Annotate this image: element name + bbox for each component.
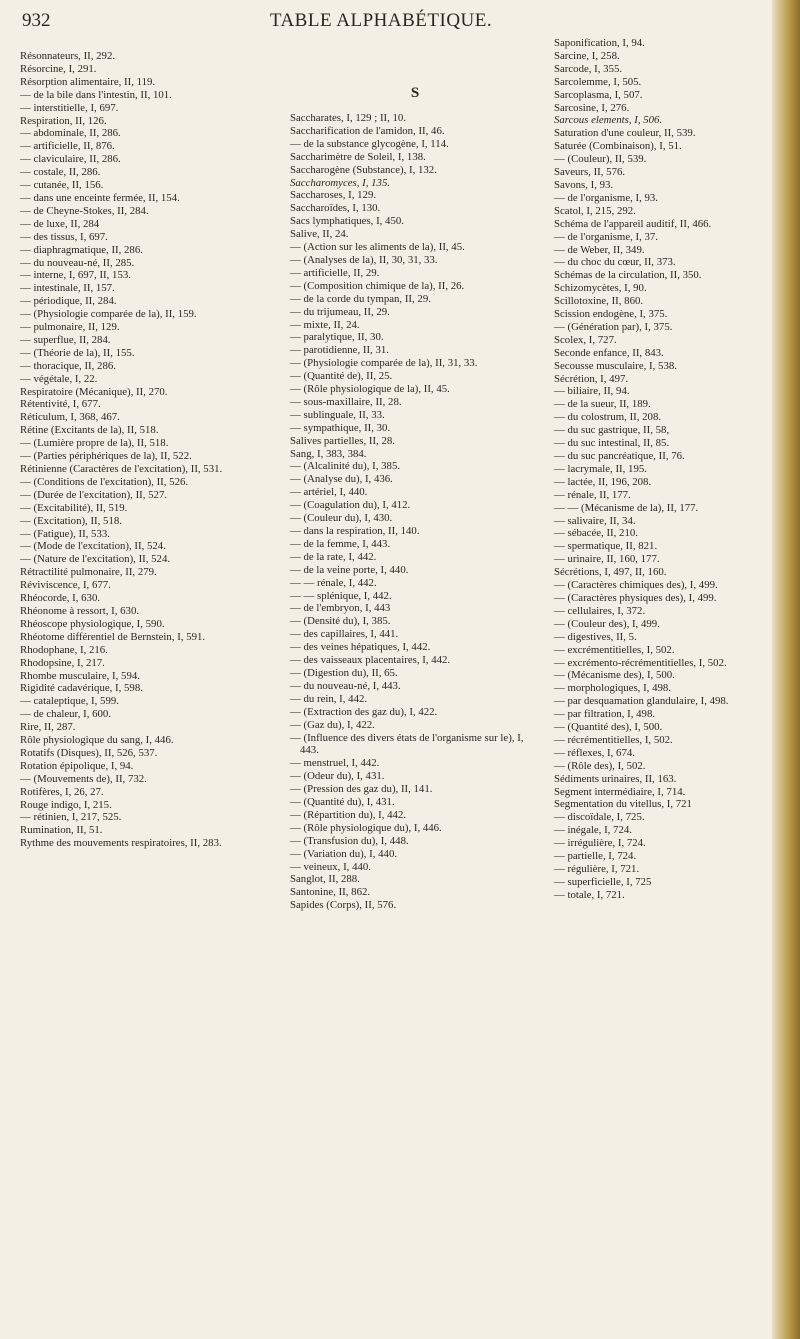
- index-entry: Saccharomyces, I, 135.: [290, 176, 391, 189]
- index-entry: Rire, II, 287.: [20, 721, 76, 734]
- index-entry: — régulière, I, 721.: [554, 863, 640, 875]
- index-entry: — (Gaz du), I, 422.: [290, 718, 375, 731]
- index-entry: Saponification, I, 94.: [554, 37, 645, 49]
- index-entry: — (Mécanisme des), I, 500.: [554, 669, 675, 682]
- index-entry: — paralytique, II, 30.: [290, 331, 384, 344]
- index-entry: Sarcolemme, I, 505.: [554, 75, 642, 88]
- index-entry: Salive, II, 24.: [290, 228, 349, 241]
- index-entry: — (Quantité de), II, 25.: [290, 370, 393, 383]
- index-entry: — salivaire, II, 34.: [554, 514, 636, 527]
- index-entry: Rhodopsine, I, 217.: [20, 656, 105, 669]
- index-column-1: [20, 50, 270, 850]
- index-entry: — (Digestion du), II, 65.: [290, 666, 398, 679]
- index-entry: — (Extraction des gaz du), I, 422.: [290, 705, 438, 718]
- index-entry: Rhéotome différentiel de Bernstein, I, 591.: [20, 630, 206, 643]
- index-entry: Sanglot, II, 288.: [290, 873, 360, 886]
- index-entry: — (Lumière propre de la), II, 518.: [20, 437, 169, 450]
- index-column-3: [554, 37, 759, 902]
- index-entry: Respiration, II, 126.: [20, 114, 107, 127]
- index-entry: — artificielle, II, 876.: [20, 140, 115, 153]
- index-entry: Scolex, I, 727.: [554, 333, 617, 346]
- index-entry: — dans une enceinte fermée, II, 154.: [20, 191, 180, 204]
- index-entry: — végétale, I, 22.: [20, 372, 98, 385]
- index-entry: Rhéocorde, I, 630.: [20, 592, 101, 605]
- index-entry: — de la rate, I, 442.: [290, 550, 377, 563]
- index-entry: — interne, I, 697, II, 153.: [20, 269, 131, 282]
- index-entry: — réflexes, I, 674.: [554, 746, 635, 759]
- index-entry: — cellulaires, I, 372.: [554, 604, 646, 617]
- index-entry: — du suc intestinal, II, 85.: [554, 437, 670, 450]
- index-entry: — (Parties périphériques de la), II, 522.: [20, 450, 192, 463]
- index-entry: — (Nature de l'excitation), II, 524.: [20, 553, 171, 566]
- index-entry: Schémas de la circulation, II, 350.: [554, 269, 702, 282]
- index-entry: — (Conditions de l'excitation), II, 526.: [20, 475, 189, 488]
- index-entry: Rumination, II, 51.: [20, 824, 103, 837]
- index-entry: — (Physiologie comparée de la), II, 31, 33.: [290, 357, 478, 370]
- index-entry: — (Quantité des), I, 500.: [554, 721, 663, 734]
- index-entry: Rotation épipolique, I, 94.: [20, 759, 134, 772]
- index-entry: Santonine, II, 862.: [290, 886, 371, 899]
- book-edge: [772, 0, 800, 1339]
- index-entry: — superflue, II, 284.: [20, 333, 111, 346]
- index-entry: — lactée, II, 196, 208.: [554, 475, 652, 488]
- index-entry: Secousse musculaire, I, 538.: [554, 359, 677, 372]
- index-entry: Saccharimètre de Soleil, I, 138.: [290, 150, 426, 163]
- index-entry: Schizomycètes, I, 90.: [554, 282, 647, 295]
- index-entry: — (Alcalinité du), I, 385.: [290, 460, 401, 473]
- index-entry: — de l'embryon, I, 443: [290, 602, 391, 615]
- index-entry: — totale, I, 721.: [554, 888, 625, 901]
- index-entry: — sous-maxillaire, II, 28.: [290, 395, 402, 408]
- index-entry: — par desquamation glandulaire, I, 498.: [554, 695, 729, 708]
- page-title: TABLE ALPHABÉTIQUE.: [269, 10, 493, 31]
- index-entry: — digestives, II, 5.: [554, 630, 637, 643]
- index-entry: — diaphragmatique, II, 286.: [20, 243, 143, 256]
- index-entry: — (Rôle physiologique de la), II, 45.: [290, 383, 450, 396]
- index-entry: — de la bile dans l'intestin, II, 101.: [20, 88, 172, 101]
- index-entry: — dans la respiration, II, 140.: [290, 525, 420, 537]
- index-entry: Saturation d'une couleur, II, 539.: [554, 127, 696, 140]
- index-entry: Rouge indigo, I, 215.: [20, 798, 112, 811]
- index-entry: Rhodophane, I, 216.: [20, 643, 108, 656]
- index-entry: — du nouveau-né, II, 285.: [20, 256, 135, 269]
- index-entry: Sédiments urinaires, II, 163.: [554, 772, 677, 785]
- index-entry: Respiratoire (Mécanique), II, 270.: [20, 385, 168, 398]
- index-entry: — (Caractères physiques des), I, 499.: [554, 591, 717, 604]
- index-entry: — partielle, I, 724.: [554, 850, 637, 863]
- index-entry: — rénale, II, 177.: [554, 488, 631, 501]
- index-entry: — (Caractères chimiques des), I, 499.: [554, 579, 718, 592]
- index-entry: Scillotoxine, II, 860.: [554, 295, 644, 308]
- index-entry: — — rénale, I, 442.: [290, 576, 377, 589]
- index-entry: — des tissus, I, 697.: [20, 230, 108, 243]
- index-entry: — mixte, II, 24.: [290, 318, 360, 331]
- index-entry: — (Théorie de la), II, 155.: [20, 346, 135, 359]
- index-entry: — (Analyses de la), II, 30, 31, 33.: [290, 253, 438, 266]
- index-entry: — veineux, I, 440.: [290, 860, 371, 873]
- index-entry: Rétine (Excitants de la), II, 518.: [20, 424, 159, 437]
- index-entry: — excrémentitielles, I, 502.: [554, 643, 675, 656]
- index-entry: — de la veine porte, I, 440.: [290, 563, 409, 576]
- index-entry: — de luxe, II, 284: [20, 217, 100, 230]
- index-entry: — inégale, I, 724.: [554, 824, 632, 837]
- index-entry: — menstruel, I, 442.: [290, 757, 380, 770]
- index-entry: Rétractilité pulmonaire, II, 279.: [20, 566, 157, 579]
- index-entry: — (Couleur), II, 539.: [554, 153, 647, 166]
- index-entry: Salives partielles, II, 28.: [290, 434, 395, 447]
- index-entry: Rhéoscope physiologique, I, 590.: [20, 617, 165, 630]
- page-header: [22, 10, 740, 40]
- index-entry: — du trijumeau, II, 29.: [290, 305, 390, 318]
- index-entry: — artificielle, II, 29.: [290, 266, 380, 279]
- index-entry: — de la corde du tympan, II, 29.: [290, 292, 431, 305]
- index-entry: — (Odeur du), I, 431.: [290, 770, 385, 783]
- index-entry: — abdominale, II, 286.: [20, 127, 121, 140]
- index-entry: Sacs lymphatiques, I, 450.: [290, 215, 404, 228]
- index-entry: Savons, I, 93.: [554, 178, 614, 191]
- index-entry: — (Couleur des), I, 499.: [554, 617, 660, 630]
- index-entry: — des veines hépatiques, I, 442.: [290, 641, 431, 654]
- index-entry: — — (Mécanisme de la), II, 177.: [554, 501, 699, 514]
- index-entry: — (Durée de l'excitation), II, 527.: [20, 488, 168, 501]
- index-entry: — (Densité du), I, 385.: [290, 615, 391, 628]
- index-entry: — (Transfusion du), I, 448.: [290, 834, 409, 847]
- index-entry: Saccharoïdes, I, 130.: [290, 202, 381, 215]
- index-entry: Sarcode, I, 355.: [554, 62, 623, 75]
- index-entry: — du colostrum, II, 208.: [554, 411, 662, 424]
- index-entry: — excrémento-récrémentitielles, I, 502.: [554, 656, 727, 669]
- index-entry: — irrégulière, I, 724.: [554, 837, 646, 850]
- index-entry: Rétinienne (Caractères de l'excitation), II, 531.: [20, 463, 223, 475]
- index-entry: Saturée (Combinaison), I, 51.: [554, 140, 682, 153]
- index-entry: — de Weber, II, 349.: [554, 243, 645, 256]
- index-entry: Sarcous elements, I, 506.: [554, 114, 663, 127]
- index-entry: Rhombe musculaire, I, 594.: [20, 669, 140, 682]
- section-letter: S: [410, 85, 420, 101]
- index-entry: — parotidienne, II, 31.: [290, 344, 389, 357]
- index-entry: — urinaire, II, 160, 177.: [554, 553, 660, 566]
- index-entry: — (Analyse du), I, 436.: [290, 473, 393, 486]
- index-entry: — du suc gastrique, II, 58,: [554, 424, 670, 437]
- index-entry: — intestinale, II, 157.: [20, 282, 115, 295]
- index-entry: — (Variation du), I, 440.: [290, 847, 398, 860]
- index-column-2: [290, 112, 540, 912]
- index-entry: — (Rôle des), I, 502.: [554, 759, 646, 772]
- index-entry: Sang, I, 383, 384.: [290, 447, 367, 460]
- index-entry: — périodique, II, 284.: [20, 295, 117, 308]
- index-entry: — par filtration, I, 498.: [554, 708, 656, 721]
- index-entry: — thoracique, II, 286.: [20, 359, 116, 372]
- index-entry: — de l'organisme, I, 37.: [554, 230, 658, 243]
- index-entry: Saccharoses, I, 129.: [290, 189, 377, 202]
- index-entry: Sarcosine, I, 276.: [554, 101, 630, 114]
- index-entry: — récrémentitielles, I, 502.: [554, 733, 673, 746]
- index-entry: — costale, II, 286.: [20, 166, 101, 179]
- index-entry: Sécrétions, I, 497, II, 160.: [554, 566, 667, 579]
- index-entry: — cutanée, II, 156.: [20, 179, 104, 192]
- index-entry: — sympathique, II, 30.: [290, 421, 391, 434]
- index-entry: Saccharates, I, 129 ; II, 10.: [290, 112, 407, 124]
- index-entry: — (Fatigue), II, 533.: [20, 527, 110, 540]
- index-entry: — (Influence des divers états de l'organisme sur le), I, 443.: [290, 731, 524, 757]
- index-entry: — (Rôle physiologique du), I, 446.: [290, 821, 442, 834]
- index-entry: Rôle physiologique du sang, I, 446.: [20, 734, 174, 747]
- index-entry: — sublinguale, II, 33.: [290, 408, 385, 421]
- index-entry: — des capillaires, I, 441.: [290, 628, 399, 641]
- index-entry: Sarcoplasma, I, 507.: [554, 88, 643, 101]
- index-entry: — (Génération par), I, 375.: [554, 320, 673, 333]
- index-entry: — rétinien, I, 217, 525.: [20, 811, 122, 824]
- index-entry: Résonnateurs, II, 292.: [20, 50, 116, 62]
- index-entry: — interstitielle, I, 697.: [20, 101, 119, 114]
- index-entry: — claviculaire, II, 286.: [20, 153, 121, 166]
- index-entry: Rigidité cadavérique, I, 598.: [20, 682, 143, 695]
- index-entry: Réticulum, I, 368, 467.: [20, 411, 120, 424]
- index-entry: — pulmonaire, II, 129.: [20, 321, 120, 334]
- index-entry: — (Physiologie comparée de la), II, 159.: [20, 308, 197, 321]
- index-entry: — lacrymale, II, 195.: [554, 462, 647, 475]
- index-entry: — (Répartition du), I, 442.: [290, 808, 407, 821]
- index-entry: — (Quantité du), I, 431.: [290, 796, 395, 809]
- index-entry: Résorcine, I, 291.: [20, 62, 97, 75]
- index-entry: — discoïdale, I, 725.: [554, 811, 645, 824]
- index-entry: — de la substance glycogène, I, 114.: [290, 137, 449, 150]
- index-entry: — des vaisseaux placentaires, I, 442.: [290, 654, 451, 667]
- index-entry: Segment intermédiaire, I, 714.: [554, 785, 686, 798]
- index-entry: Résorption alimentaire, II, 119.: [20, 75, 156, 88]
- index-entry: Rotatifs (Disques), II, 526, 537.: [20, 746, 158, 759]
- index-entry: Saveurs, II, 576.: [554, 166, 626, 179]
- index-entry: — (Mode de l'excitation), II, 524.: [20, 540, 166, 553]
- index-entry: — du rein, I, 442.: [290, 692, 368, 705]
- index-entry: — (Composition chimique de la), II, 26.: [290, 279, 465, 292]
- index-entry: — artériel, I, 440.: [290, 486, 368, 499]
- index-entry: Saccharogène (Substance), I, 132.: [290, 163, 437, 176]
- index-entry: — de Cheyne-Stokes, II, 284.: [20, 204, 149, 217]
- index-entry: — (Excitation), II, 518.: [20, 514, 122, 527]
- index-entry: Sarcine, I, 258.: [554, 49, 620, 62]
- index-entry: — de chaleur, I, 600.: [20, 708, 112, 721]
- index-entry: Rétentivité, I, 677.: [20, 398, 101, 411]
- index-entry: — sébacée, II, 210.: [554, 527, 638, 540]
- page-number: 932: [22, 10, 51, 31]
- index-entry: — cataleptique, I, 599.: [20, 695, 119, 708]
- index-entry: — (Action sur les aliments de la), II, 45.: [290, 241, 465, 254]
- index-entry: Rhéonome à ressort, I, 630.: [20, 604, 140, 617]
- index-entry: — (Couleur du), I, 430.: [290, 512, 393, 525]
- index-entry: Segmentation du vitellus, I, 721: [554, 798, 692, 811]
- index-entry: — — splénique, I, 442.: [290, 589, 392, 602]
- index-entry: — de la femme, I, 443.: [290, 537, 391, 550]
- index-entry: Schéma de l'appareil auditif, II, 466.: [554, 217, 712, 230]
- index-entry: Rythme des mouvements respiratoires, II, 283.: [20, 837, 222, 850]
- index-entry: Seconde enfance, II, 843.: [554, 346, 664, 359]
- index-entry: — (Mouvements de), II, 732.: [20, 772, 147, 785]
- index-entry: Sapides (Corps), II, 576.: [290, 899, 397, 912]
- index-entry: — de la sueur, II, 189.: [554, 398, 651, 411]
- index-entry: Saccharification de l'amidon, II, 46.: [290, 124, 445, 137]
- index-entry: — (Pression des gaz du), II, 141.: [290, 783, 433, 796]
- index-entry: Scission endogène, I, 375.: [554, 308, 668, 321]
- index-entry: — biliaire, II, 94.: [554, 385, 630, 398]
- index-entry: Rotifères, I, 26, 27.: [20, 785, 104, 798]
- index-entry: — morphologiques, I, 498.: [554, 682, 671, 695]
- index-entry: — superficielle, I, 725: [554, 875, 652, 888]
- index-entry: — (Excitabilité), II, 519.: [20, 501, 128, 514]
- index-entry: Sécrétion, I, 497.: [554, 372, 629, 385]
- index-entry: — spermatique, II, 821.: [554, 540, 658, 553]
- index-entry: Scatol, I, 215, 292.: [554, 204, 636, 217]
- index-entry: — du choc du cœur, II, 373.: [554, 256, 676, 269]
- index-entry: Réviviscence, I, 677.: [20, 579, 111, 592]
- index-entry: — de l'organisme, I, 93.: [554, 191, 658, 204]
- index-entry: — du nouveau-né, I, 443.: [290, 679, 401, 692]
- index-entry: — (Coagulation du), I, 412.: [290, 499, 411, 512]
- index-entry: — du suc pancréatique, II, 76.: [554, 450, 685, 462]
